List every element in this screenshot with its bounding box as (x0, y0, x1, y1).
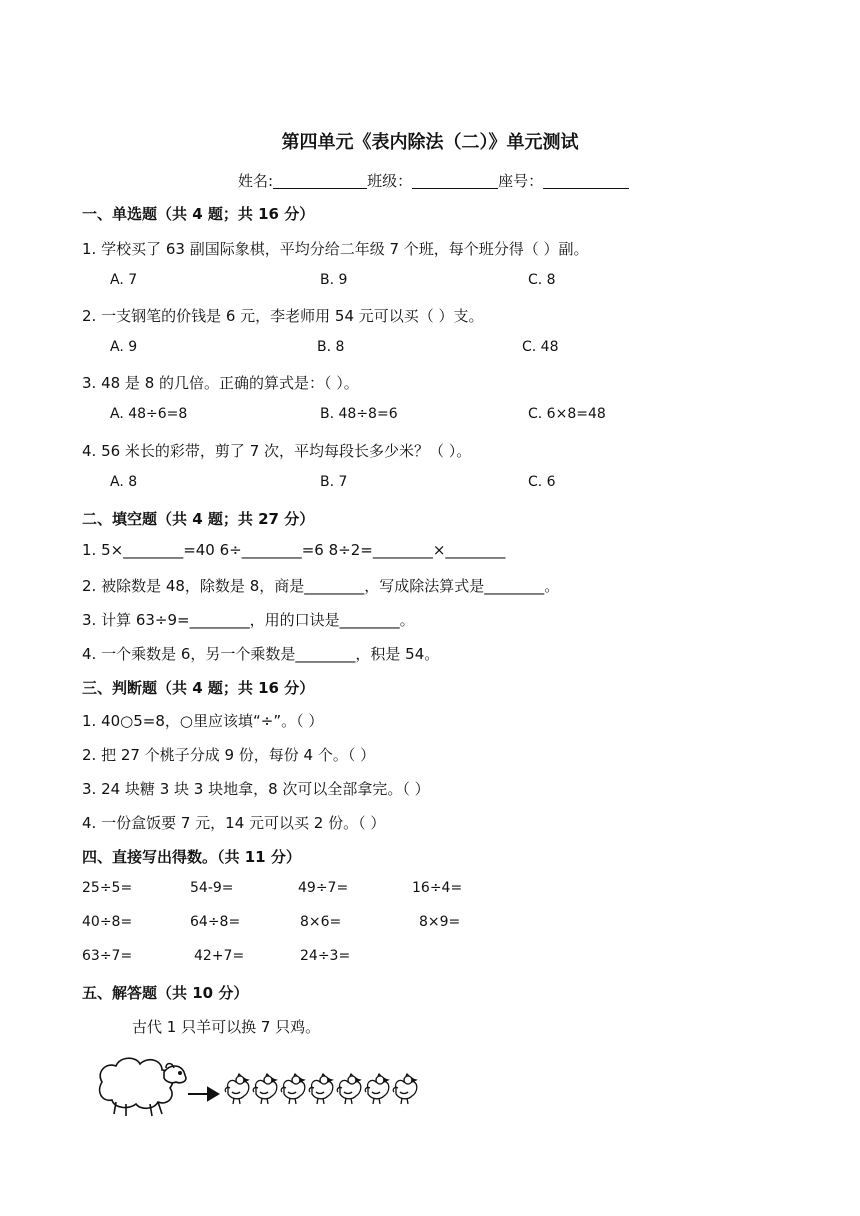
fill-question-2: 2. 被除数是 48，除数是 8，商是________，写成除法算式是________。 (82, 577, 560, 595)
chicken-icon (365, 1074, 389, 1104)
choice-question-3: 3. 48 是 8 的几倍。正确的算式是：（ ）。 (82, 374, 359, 392)
calc-item: 63÷7= (82, 948, 133, 964)
chickens-group (225, 1074, 417, 1104)
calc-item: 54-9= (190, 880, 234, 896)
fill-question-1: 1. 5×________=40 6÷________=6 8÷2=________×________ (82, 541, 506, 559)
choice-q1-option-c[interactable]: C. 8 (528, 272, 556, 288)
calc-item: 40÷8= (82, 914, 133, 930)
arrow-icon (188, 1088, 218, 1100)
choice-q4-option-c[interactable]: C. 6 (528, 474, 556, 490)
judge-question-4: 4. 一份盒饭要 7 元，14 元可以买 2 份。（ ） (82, 814, 386, 832)
fill-question-4: 4. 一个乘数是 6，另一个乘数是________，积是 54。 (82, 645, 440, 663)
chicken-icon (225, 1074, 249, 1104)
section-heading-fill: 二、填空题（共 4 题；共 27 分） (82, 510, 315, 528)
class-label: 班级： (367, 172, 413, 190)
sheep-to-chickens-illustration (92, 1050, 422, 1120)
choice-q4-option-a[interactable]: A. 8 (110, 474, 138, 490)
judge-question-3: 3. 24 块糖 3 块 3 块地拿，8 次可以全部拿完。（ ） (82, 780, 430, 798)
chicken-icon (253, 1074, 277, 1104)
seat-blank[interactable] (543, 172, 629, 189)
chicken-icon (393, 1074, 417, 1104)
sheep-icon (100, 1058, 186, 1116)
choice-question-1: 1. 学校买了 63 副国际象棋，平均分给二年级 7 个班，每个班分得（ ）副。 (82, 240, 589, 258)
section-heading-judge: 三、判断题（共 4 题；共 16 分） (82, 679, 315, 697)
choice-q3-option-c[interactable]: C. 6×8=48 (528, 406, 606, 422)
choice-q4-option-b[interactable]: B. 7 (320, 474, 348, 490)
choice-q2-option-c[interactable]: C. 48 (522, 339, 559, 355)
chicken-icon (309, 1074, 333, 1104)
chicken-icon (281, 1074, 305, 1104)
choice-q3-option-a[interactable]: A. 48÷6=8 (110, 406, 188, 422)
choice-q1-option-a[interactable]: A. 7 (110, 272, 138, 288)
choice-question-2: 2. 一支钢笔的价钱是 6 元，李老师用 54 元可以买（ ）支。 (82, 307, 484, 325)
answer-intro: 古代 1 只羊可以换 7 只鸡。 (132, 1018, 321, 1036)
judge-question-2: 2. 把 27 个桃子分成 9 份，每份 4 个。（ ） (82, 746, 376, 764)
chicken-icon (337, 1074, 361, 1104)
calc-item: 64÷8= (190, 914, 241, 930)
name-blank[interactable] (273, 172, 367, 189)
judge-question-1: 1. 40○5=8，○里应该填“÷”。（ ） (82, 712, 324, 730)
seat-label: 座号： (498, 172, 544, 190)
choice-q1-option-b[interactable]: B. 9 (320, 272, 348, 288)
section-heading-answer: 五、解答题（共 10 分） (82, 984, 249, 1002)
class-blank[interactable] (412, 172, 498, 189)
calc-item: 24÷3= (300, 948, 351, 964)
page-title: 第四单元《表内除法（二）》单元测试 (281, 132, 579, 153)
calc-item: 8×9= (419, 914, 461, 930)
section-heading-calc: 四、直接写出得数。（共 11 分） (82, 848, 301, 866)
calc-item: 8×6= (300, 914, 342, 930)
calc-item: 25÷5= (82, 880, 133, 896)
calc-item: 49÷7= (298, 880, 349, 896)
choice-q3-option-b[interactable]: B. 48÷8=6 (320, 406, 398, 422)
choice-question-4: 4. 56 米长的彩带，剪了 7 次，平均每段长多少米？（ ）。 (82, 442, 472, 460)
student-info-line (238, 170, 629, 191)
choice-q2-option-a[interactable]: A. 9 (110, 339, 138, 355)
name-label: 姓名: (238, 172, 274, 190)
section-heading-choice: 一、单选题（共 4 题；共 16 分） (82, 205, 315, 223)
calc-item: 16÷4= (412, 880, 463, 896)
fill-question-3: 3. 计算 63÷9=________，用的口诀是________。 (82, 611, 415, 629)
choice-q2-option-b[interactable]: B. 8 (317, 339, 345, 355)
calc-item: 42+7= (194, 948, 245, 964)
